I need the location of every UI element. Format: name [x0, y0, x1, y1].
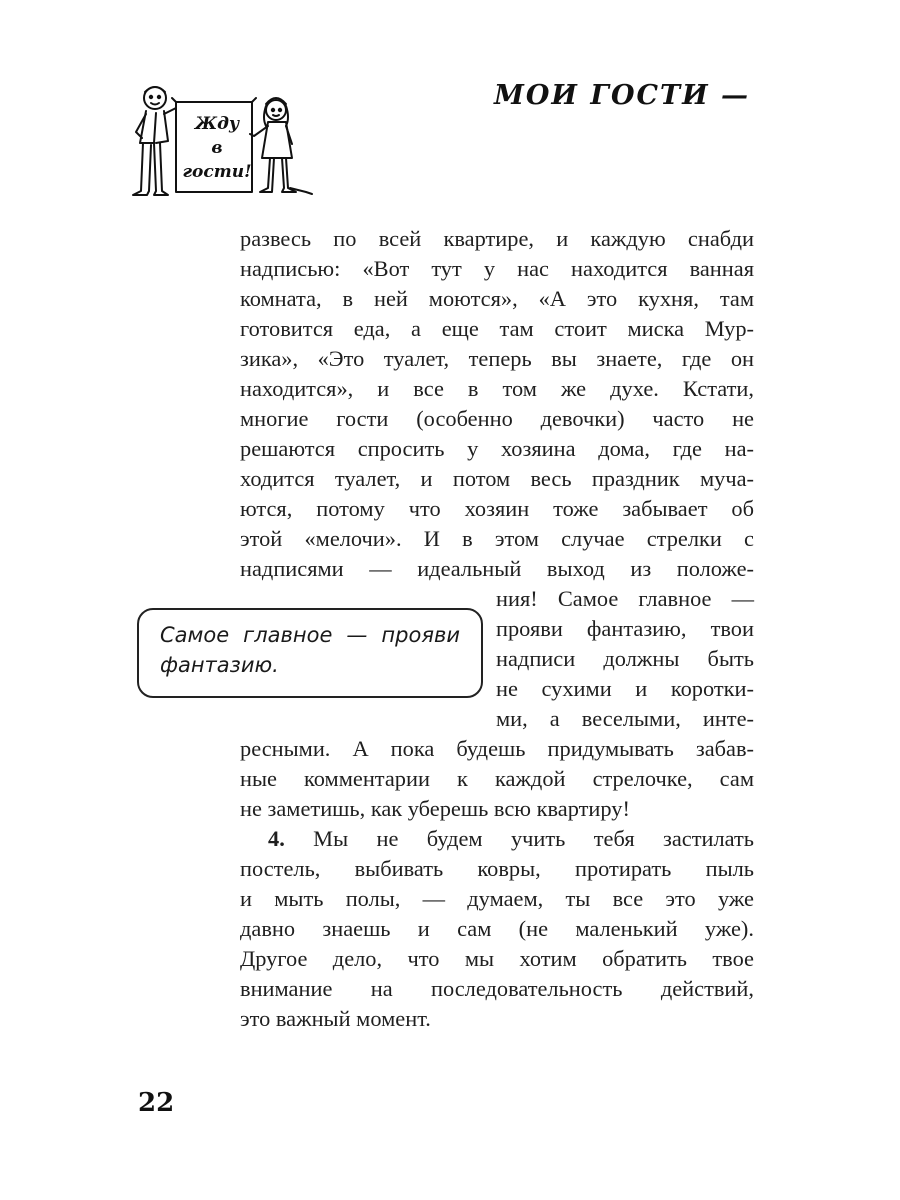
wrap-line: ния! Самое главное —	[496, 586, 754, 611]
body-line: постель, выбивать ковры, протирать пыль	[240, 856, 754, 881]
body-line: ются, потому что хозяин тоже забывает об	[240, 496, 754, 521]
body-line: внимание на последовательность действий,	[240, 976, 754, 1001]
sign-line-2: в	[211, 138, 223, 158]
body-line: и мыть полы, — думаем, ты все это уже	[240, 886, 754, 911]
wrap-line: прояви фантазию, твои	[496, 616, 754, 641]
page-number: 22	[138, 1088, 175, 1118]
body-line: Другое дело, что мы хотим обратить твое	[240, 946, 754, 971]
item-4-first-line	[268, 824, 754, 854]
wrap-line: ми, а веселыми, инте-	[496, 706, 754, 731]
body-line: развесь по всей квартире, и каждую снабди	[240, 226, 754, 251]
item-4-first-text: Мы не будем учить тебя застилать	[284, 826, 754, 851]
sign-caption	[178, 112, 256, 184]
body-line: давно знаешь и сам (не маленький уже).	[240, 916, 754, 941]
body-line: зика», «Это туалет, теперь вы знаете, где он	[240, 346, 754, 371]
body-line: решаются спросить у хозяина дома, где на-	[240, 436, 754, 461]
body-line: находится», и все в том же духе. Кстати,	[240, 376, 754, 401]
item-number: 4.	[268, 826, 285, 851]
body-line: это важный момент.	[240, 1006, 431, 1031]
callout-box	[137, 608, 483, 698]
callout-line-1: Самое главное — прояви	[160, 623, 460, 647]
wrap-line: надписи должны быть	[496, 646, 754, 671]
body-line: надписью: «Вот тут у нас находится ванная	[240, 256, 754, 281]
wrap-line: не сухими и коротки-	[496, 676, 754, 701]
running-head: МОИ ГОСТИ —	[494, 80, 750, 111]
body-line: ные комментарии к каждой стрелочке, сам	[240, 766, 754, 791]
body-line: ресными. А пока будешь придумывать забав-	[240, 736, 754, 761]
body-line: готовится еда, а еще там стоит миска Мур-	[240, 316, 754, 341]
body-line: этой «мелочи». И в этом случае стрелки с	[240, 526, 754, 551]
body-line: комната, в ней моются», «А это кухня, там	[240, 286, 754, 311]
body-line: не заметишь, как уберешь всю квартиру!	[240, 796, 630, 821]
body-line: многие гости (особенно девочки) часто не	[240, 406, 754, 431]
body-line: надписями — идеальный выход из положе-	[240, 556, 754, 581]
sign-line-3: гости!	[182, 162, 252, 182]
body-line: ходится туалет, и потом весь праздник муча-	[240, 466, 754, 491]
callout-line-2: фантазию.	[160, 653, 279, 677]
sign-line-1: Жду	[194, 114, 240, 134]
